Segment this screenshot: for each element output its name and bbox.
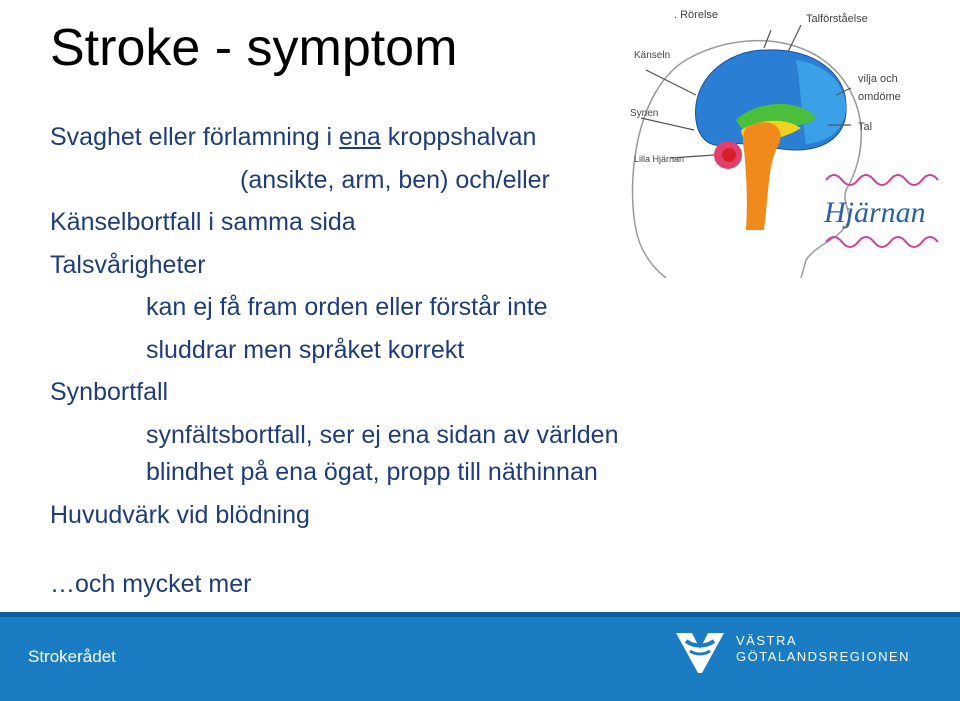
text-fragment: Svaghet eller förlamning i — [50, 123, 340, 151]
symptom-line-more: …och mycket mer — [50, 570, 252, 598]
symptom-line-vision: Synbortfall — [50, 378, 169, 406]
footer-bar — [0, 617, 960, 701]
label-rorelse: . Rörelse — [674, 9, 719, 21]
text-fragment: kroppshalvan — [380, 123, 537, 151]
underlined-word: ena — [339, 123, 381, 151]
wavy-line-top — [826, 175, 938, 185]
symptom-line-sensory: Känselbortfall i samma sida — [50, 208, 356, 236]
vgr-logo-icon — [672, 627, 728, 679]
brainstem — [743, 122, 781, 230]
logo-line-1: VÄSTRA — [736, 633, 798, 648]
symptom-subline-field: synfältsbortfall, ser ej ena sidan av världen — [146, 421, 619, 449]
slide-title: Stroke - symptom — [50, 19, 458, 77]
label-lilla-hjarnan: Lilla Hjärnan — [634, 154, 685, 164]
symptom-line-body-parts: (ansikte, arm, ben) och/eller — [240, 166, 550, 194]
label-synen: Synen — [630, 108, 659, 119]
logo-line-2: GÖTALANDSREGIONEN — [736, 649, 911, 664]
symptom-subline-blindness: blindhet på ena ögat, propp till näthinnan — [146, 458, 598, 486]
wavy-line-bottom — [826, 237, 938, 247]
symptom-line-headache: Huvudvärk vid blödning — [50, 501, 310, 529]
label-tal: Tal — [858, 121, 873, 133]
label-talforstaelse: Talförståelse — [806, 13, 868, 25]
symptom-subline-dysarthria: sluddrar men språket korrekt — [146, 336, 465, 364]
label-kanseln: Känseln — [634, 50, 671, 61]
symptom-subline-aphasia: kan ej få fram orden eller förstår inte — [146, 293, 548, 321]
footer-org-name: Strokerådet — [28, 647, 116, 666]
label-hjarnan: Hjärnan — [824, 196, 926, 229]
vgr-logo — [672, 623, 932, 683]
symptom-line-weakness — [50, 123, 536, 152]
symptom-line-speech: Talsvårigheter — [50, 251, 206, 279]
label-omdome: omdöme — [858, 91, 901, 103]
brain-drawing — [596, 0, 960, 278]
label-vilja: vilja och — [858, 73, 898, 85]
